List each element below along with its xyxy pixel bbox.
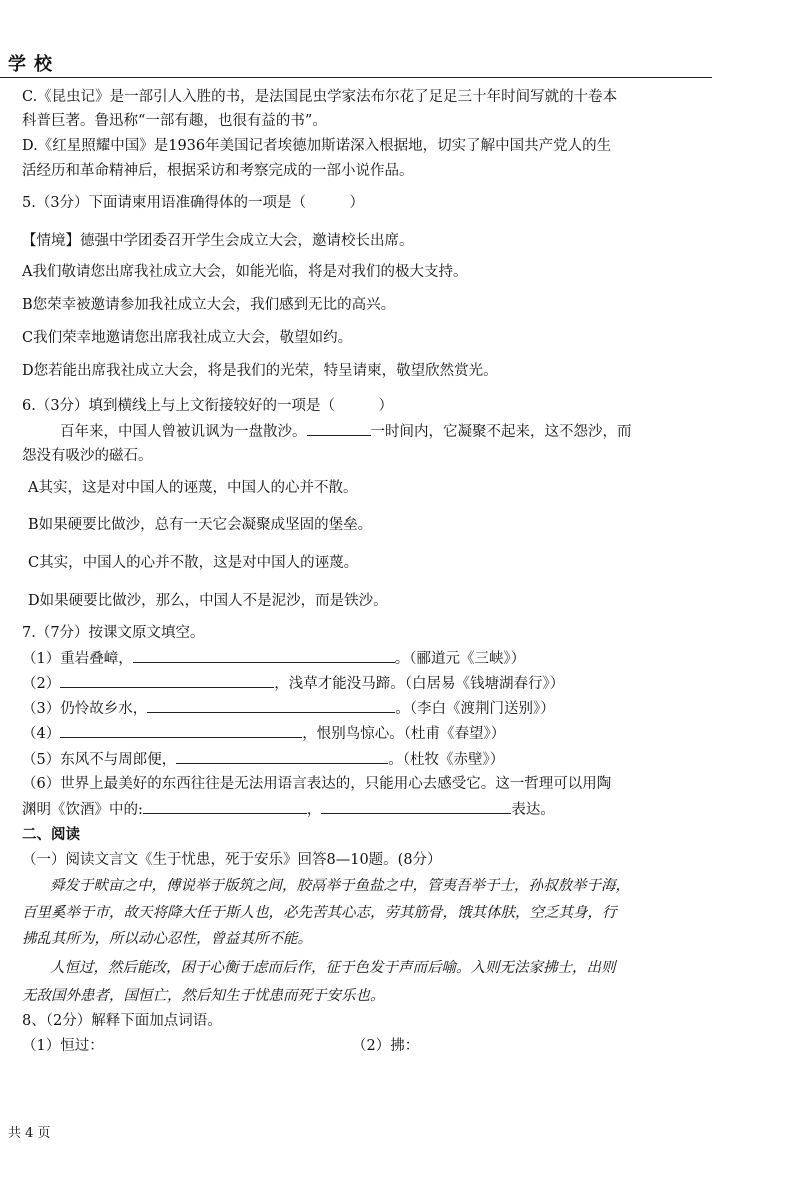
q7-item-5-source: 。（杜牧《赤壁》） (388, 752, 505, 768)
q7-item-2-text: ，浅草才能没马蹄。（白居易《钱塘湖春行》） (274, 676, 565, 692)
q5-context: 【情境】德强中学团委召开学生会成立大会，邀请校长出席。 (22, 233, 414, 249)
q7-item-5-blank (176, 749, 388, 764)
q7-title: 7.（7分）按课文原文填空。 (22, 625, 205, 641)
q7-item-1-blank (133, 648, 395, 663)
q7-item-3-num: （3） (22, 701, 61, 717)
passage-p2-line2: 无敌国外患者，国恒亡，然后知生于忧患而死于安乐也。 (22, 988, 385, 1004)
q7-item-2 (22, 673, 564, 694)
q5-option-b: B您荣幸被邀请参加我社成立大会，我们感到无比的高兴。 (22, 297, 396, 313)
q6-option-c: C其实，中国人的心并不散，这是对中国人的诬蔑。 (28, 555, 359, 571)
passage-p1-line1: 舜发于畎亩之中，傅说举于版筑之间，胶鬲举于鱼盐之中，管夷吾举于士，孙叔敖举于海， (50, 878, 630, 894)
q5-option-c: C我们荣幸地邀请您出席我社成立大会，敬望如约。 (22, 330, 353, 346)
passage-p1-line3: 拂乱其所为，所以动心忍性，曾益其所不能。 (22, 931, 312, 947)
q4-option-d-line1: D.《红星照耀中国》是1936年美国记者埃德加斯诺深入根据地，切实了解中国共产党人的生 (22, 138, 612, 154)
q7-item-4 (22, 723, 505, 744)
school-label: 学校 (8, 54, 60, 75)
q7-item-6-post: 表达。 (511, 802, 555, 818)
q7-item-6-blank-1 (143, 799, 307, 814)
q6-option-a: A其实，这是对中国人的诬蔑，中国人的心并不散。 (28, 480, 358, 496)
q6-passage-pre: 百年来，中国人曾被讥讽为一盘散沙。 (60, 424, 307, 440)
q4-option-c-line2: 科普巨著。鲁迅称“一部有趣，也很有益的书”。 (22, 113, 327, 129)
q7-item-4-blank (60, 723, 302, 738)
q7-item-5-num: （5） (22, 752, 61, 768)
q4-option-d-line2: 活经历和革命精神后，根据采访和考察完成的一部小说作品。 (22, 163, 414, 179)
q7-item-1-source: 。（郦道元《三峡》） (394, 651, 526, 667)
q7-item-3-text: 仍怜故乡水， (60, 701, 148, 717)
q7-item-6-line2 (22, 799, 555, 820)
q7-item-1 (22, 648, 525, 669)
q6-passage-post: 一时间内，它凝聚不起来，这不怨沙，而 (370, 424, 632, 440)
q7-item-2-num: （2） (22, 676, 61, 692)
q7-item-6-mid: ， (306, 802, 322, 818)
q7-item-5 (22, 749, 504, 770)
q6-title: 6.（3分）填到横线上与上文衔接较好的一项是（ ） (22, 398, 394, 414)
q7-item-3-source: 。（李白《渡荆门送别》） (395, 701, 555, 717)
q8-item-2: （2）拂： (352, 1038, 420, 1054)
q6-passage-line1 (60, 421, 632, 442)
header-rule (0, 77, 712, 78)
q7-item-2-blank (60, 673, 274, 688)
q7-item-6-pre: 渊明《饮酒》中的: (22, 802, 143, 818)
q8-item-1: （1）恒过： (22, 1038, 104, 1054)
q6-option-b: B如果硬要比做沙，总有一天它会凝聚成坚固的堡垒。 (28, 517, 373, 533)
section2-title: 二、阅读 (22, 826, 80, 843)
q7-item-6-line1: （6）世界上最美好的东西往往是无法用语言表达的，只能用心去感受它。这一哲理可以用陶 (22, 776, 612, 792)
q7-item-3-blank (147, 698, 395, 713)
passage-p2-line1: 人恒过，然后能改，困于心衡于虑而后作，征于色发于声而后喻。入则无法家拂士，出则 (50, 960, 616, 976)
page-count: 共 4 页 (8, 1126, 51, 1141)
reading-part1-title: （一）阅读文言文《生于忧患，死于安乐》回答8—10题。(8分） (22, 852, 442, 868)
q5-option-d: D您若能出席我社成立大会，将是我们的光荣，特呈请柬，敬望欣然赏光。 (22, 363, 498, 379)
q6-passage-line2: 怨没有吸沙的磁石。 (22, 448, 153, 464)
q7-item-1-text: 重岩叠嶂， (60, 651, 133, 667)
passage-p1-line2: 百里奚举于市，故天将降大任于斯人也，必先苦其心志，劳其筋骨，饿其体肤，空乏其身，行 (22, 905, 617, 921)
q7-item-3 (22, 698, 555, 719)
q5-option-a: A我们敬请您出席我社成立大会，如能光临，将是对我们的极大支持。 (22, 264, 468, 280)
q7-item-4-text: ，恨别鸟惊心。（杜甫《春望》） (302, 726, 506, 742)
q4-option-c-line1: C.《昆虫记》是一部引人入胜的书，是法国昆虫学家法布尔花了足足三十年时间写就的十卷本 (22, 89, 618, 105)
q7-item-4-num: （4） (22, 726, 61, 742)
q8-title: 8、（2分）解释下面加点词语。 (22, 1013, 222, 1029)
q7-item-5-text: 东风不与周郎便， (60, 752, 177, 768)
q5-title: 5.（3分）下面请柬用语准确得体的一项是（ ） (22, 195, 365, 211)
q7-item-1-num: （1） (22, 651, 61, 667)
q6-blank (307, 421, 371, 436)
q7-item-6-blank-2 (321, 799, 511, 814)
q6-option-d: D如果硬要比做沙，那么，中国人不是泥沙，而是铁沙。 (28, 593, 388, 609)
